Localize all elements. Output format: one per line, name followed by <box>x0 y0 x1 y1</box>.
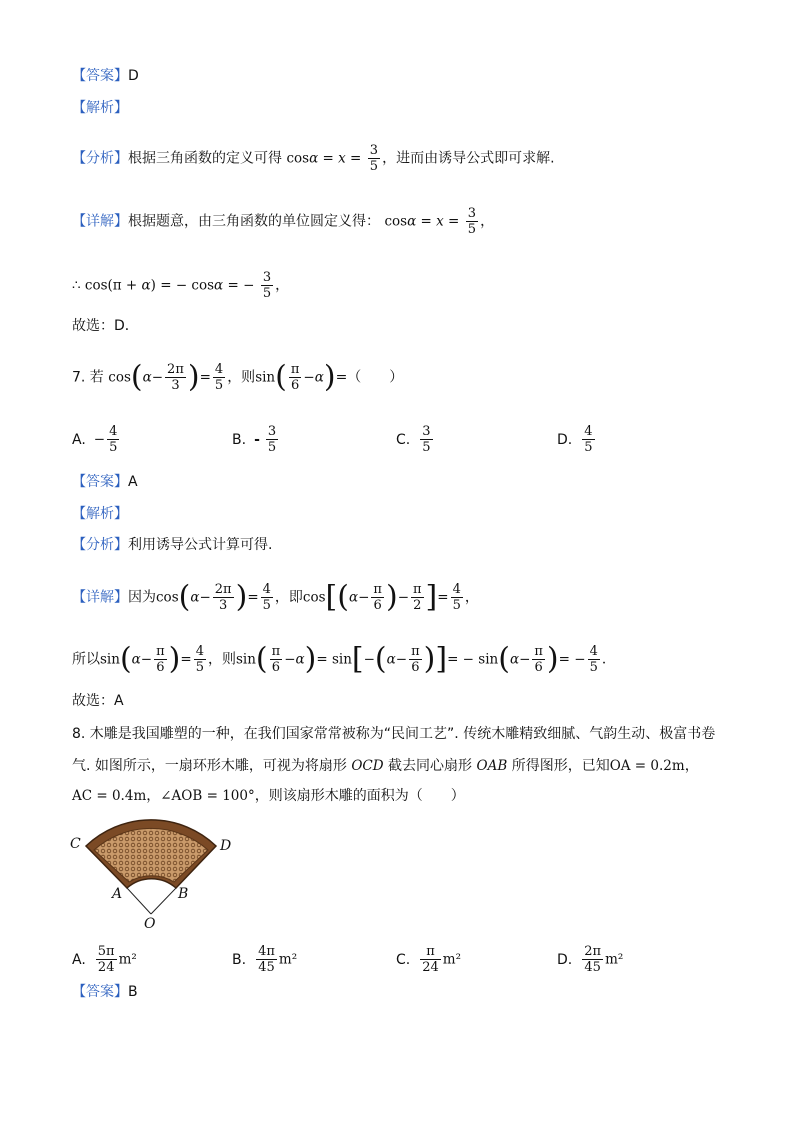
fraction-3-5: $\frac{3}{5}$ <box>262 270 272 301</box>
angle-equation: ∠AOB = 100° <box>160 788 255 804</box>
q6-detail-line: 【详解】根据题意，由三角函数的单位圆定义得： cosα = x = $\frac{3}{5}$ ， <box>72 206 495 237</box>
q8-option-b[interactable]: B. $\frac{4\pi}{45}$ m² <box>232 944 298 975</box>
analysis-tag: 【解析】 <box>72 100 128 116</box>
q7-option-c[interactable]: C. $\frac{3}{5}$ <box>396 424 431 455</box>
q8-stem-line1: 8. 木雕是我国雕塑的一种，在我们国家常常被称为“民间工艺”. 传统木雕精致细腻、气韵生动、极富书卷 <box>72 726 716 742</box>
ac-equation: AC = 0.4m <box>72 788 147 804</box>
detail-text: 根据题意，由三角函数的单位圆定义得： <box>128 213 380 230</box>
q7-option-a[interactable]: A. − $\frac{4}{5}$ <box>72 424 118 455</box>
answer-tag: 【答案】 <box>72 68 128 84</box>
q8-option-d[interactable]: D. $\frac{2\pi}{45}$ m² <box>557 944 624 975</box>
q7-answer-line: 【答案】A <box>72 474 138 490</box>
q6-conclusion: 故选：D． <box>72 318 139 334</box>
q8-option-c[interactable]: C. $\frac{\pi}{24}$ m² <box>396 944 461 975</box>
q7-detail-line: 【详解】因为cos(α− $\frac{2\pi}{3}$ )= $\frac{4}{5}$ ，即cos[(α− $\frac{\pi}{6}$ )− $\frac{\pi}{2}$ ]= $\frac{4}{5}$ ， <box>72 579 479 615</box>
q8-stem-line2: 气. 如图所示，一扇环形木雕，可视为将扇形 OCD 截去同心扇形 OAB 所得图形，已知OA = 0.2m， <box>72 758 699 774</box>
q7-stem: 7. 若 cos(α− $\frac{2\pi}{3}$ )= $\frac{4}{5}$ ，则sin( $\frac{\pi}{6}$ −α)=（ ） <box>72 359 404 395</box>
q7-fenxi-line: 【分析】利用诱导公式计算可得. <box>72 537 273 553</box>
label-d: D <box>220 838 232 854</box>
formula-cos-alpha-x: cosα = x = <box>384 213 460 230</box>
label-b: B <box>178 886 189 902</box>
answer-value: A <box>128 474 138 490</box>
q7-suoyi-line: 所以sin(α− $\frac{\pi}{6}$ )= $\frac{4}{5}$ ，则sin( $\frac{\pi}{6}$ −α)= sin[−(α− $\frac{\pi}{6}$ )]= − sin(α− $\frac{\pi}{6}$ )= − $\frac{4}{5}$ . <box>72 641 607 677</box>
oa-equation: OA = 0.2m <box>609 758 685 774</box>
q8-option-a[interactable]: A. $\frac{5\pi}{24}$ m² <box>72 944 137 975</box>
q6-analysis-line <box>72 98 128 118</box>
radius-ob <box>151 888 176 914</box>
q7-number: 7. 若 <box>72 369 104 386</box>
q7-option-b[interactable]: B. - $\frac{3}{5}$ <box>232 424 277 455</box>
q7-analysis-line: 【解析】 <box>72 506 128 522</box>
q6-answer-line <box>72 66 139 86</box>
formula-cos-alpha: cosα = x = <box>286 150 362 167</box>
q7-conclusion: 故选：A <box>72 693 124 709</box>
fenxi-tag: 【分析】 <box>72 150 128 167</box>
q6-therefore-line: ∴ cos(π + α) = − cosα = − $\frac{3}{5}$ ， <box>72 270 290 301</box>
fan-wood-carving-figure <box>64 818 244 930</box>
fraction-3-5: $\frac{3}{5}$ <box>369 143 379 174</box>
q8-answer-line: 【答案】B <box>72 984 138 1000</box>
label-c: C <box>70 836 81 852</box>
formula-cos-pi-plus-alpha: ∴ cos(π + α) = − cosα = − <box>72 277 255 294</box>
q7-blank: =（ ） <box>335 369 404 386</box>
answer-value: D <box>128 68 139 84</box>
q8-stem-line3: AC = 0.4m，∠AOB = 100°，则该扇形木雕的面积为（ ） <box>72 788 465 804</box>
radius-oa <box>127 888 151 914</box>
label-o: O <box>144 916 156 930</box>
q7-then: ，则 <box>227 369 256 386</box>
label-a: A <box>112 886 123 902</box>
detail-tag: 【详解】 <box>72 213 128 230</box>
answer-value: B <box>128 984 138 1000</box>
fraction-3-5: $\frac{3}{5}$ <box>467 206 477 237</box>
q7-option-d[interactable]: D. $\frac{4}{5}$ <box>557 424 593 455</box>
q6-fenxi-line <box>72 143 555 174</box>
fenxi-text-tail: ，进而由诱导公式即可求解. <box>382 150 555 167</box>
fenxi-text: 根据三角函数的定义可得 <box>128 150 282 167</box>
